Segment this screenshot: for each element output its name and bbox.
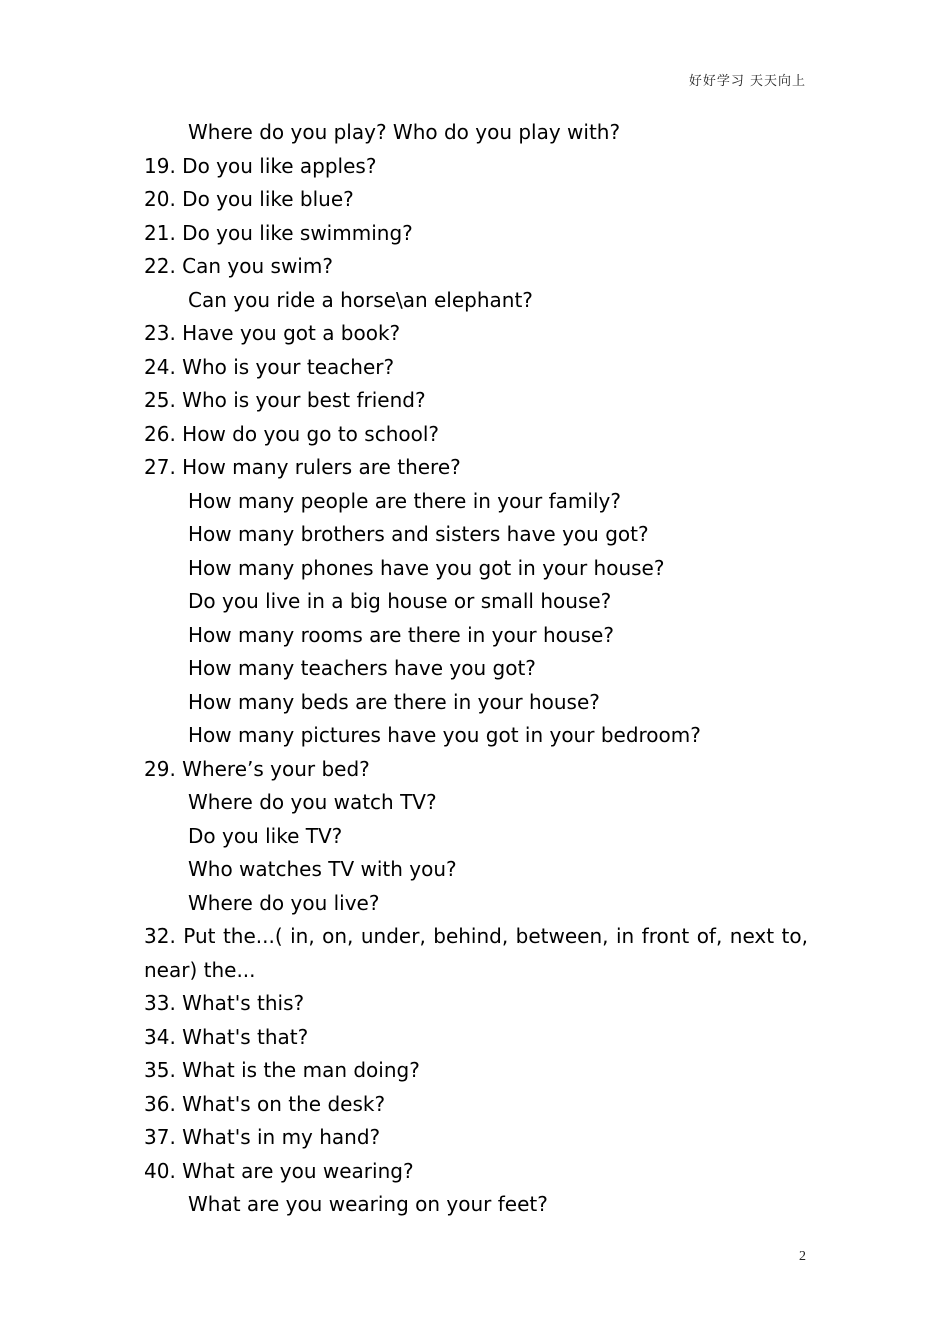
list-item: How many people are there in your family? (188, 488, 621, 513)
list-item: 27. How many rulers are there? (144, 455, 461, 479)
list-item: Do you live in a big house or small house? (188, 589, 612, 613)
list-item: How many teachers have you got? (188, 656, 536, 680)
list-item: 40. What are you wearing? (144, 1158, 414, 1183)
list-item: 22. Can you swim? (144, 254, 333, 278)
list-item: 20. Do you like blue? (144, 187, 354, 211)
list-item: How many beds are there in your house? (188, 689, 600, 714)
list-item: Where do you play? Who do you play with? (188, 120, 621, 144)
list-item: 25. Who is your best friend? (144, 388, 426, 412)
question-list (144, 116, 808, 1222)
list-item: 29. Where’s your bed? (144, 756, 370, 781)
page-number: 2 (799, 1249, 806, 1264)
list-item: 33. What's this? (144, 991, 305, 1015)
list-item: Do you like TV? (188, 823, 343, 848)
list-item: 34. What's that? (144, 1024, 309, 1049)
list-item: Who watches TV with you? (188, 857, 457, 881)
list-item: 35. What is the man doing? (144, 1058, 420, 1082)
list-item: 26. How do you go to school? (144, 421, 440, 446)
list-item: 36. What's on the desk? (144, 1091, 386, 1116)
list-item: 19. Do you like apples? (144, 153, 377, 178)
list-item: Where do you live? (188, 890, 380, 915)
list-item: 32. Put the...( in, on, under, behind, between, in front of, next to, near) the... (144, 924, 808, 982)
list-item: How many pictures have you got in your bedroom? (188, 723, 701, 747)
list-item: How many phones have you got in your house? (188, 555, 665, 580)
list-item: How many rooms are there in your house? (188, 622, 614, 647)
list-item: Can you ride a horse\an elephant? (188, 287, 533, 312)
list-item: What are you wearing on your feet? (188, 1192, 548, 1216)
list-item: 21. Do you like swimming? (144, 220, 413, 245)
list-item: 37. What's in my hand? (144, 1125, 381, 1149)
page-header: 好好学习 天天向上 (688, 74, 806, 89)
list-item: How many brothers and sisters have you got? (188, 522, 649, 546)
list-item: 24. Who is your teacher? (144, 354, 395, 379)
list-item: 23. Have you got a book? (144, 321, 401, 345)
list-item: Where do you watch TV? (188, 790, 437, 814)
